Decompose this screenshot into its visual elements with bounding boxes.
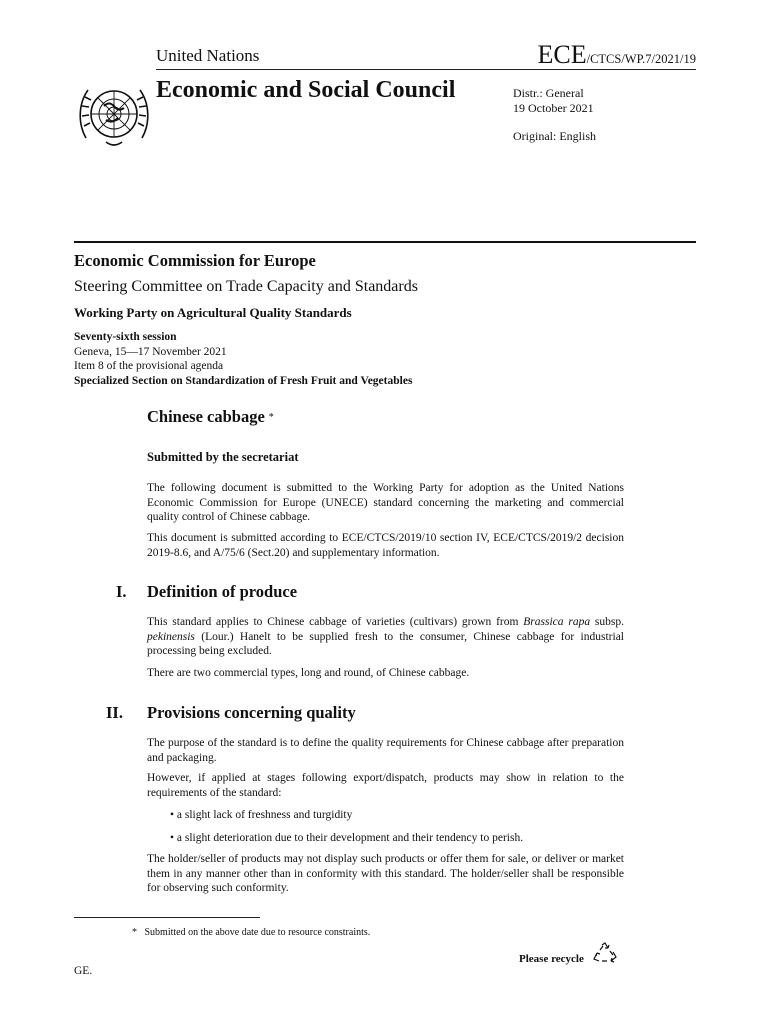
section-2-paragraph-1: The purpose of the standard is to define the quality requirements for Chinese cabbage after preparation and packaging. xyxy=(147,737,624,764)
document-date: 19 October 2021 xyxy=(513,101,594,115)
please-recycle-label: Please recycle xyxy=(519,953,584,965)
original-language: Original: English xyxy=(513,129,596,143)
symbol-rest: /CTCS/WP.7/2021/19 xyxy=(586,52,696,66)
footnote xyxy=(132,927,370,938)
s1p1-text-c: (Lour.) Hanelt to be supplied fresh to the consumer, Chinese cabbage for industrial processing being excluded. xyxy=(147,630,624,658)
agenda-item: Item 8 of the provisional agenda xyxy=(74,360,224,373)
session-name: Seventy-sixth session xyxy=(74,331,177,343)
byline: Submitted by the secretariat xyxy=(147,450,299,464)
working-party-heading: Working Party on Agricultural Quality Standards xyxy=(74,305,352,320)
committee-heading: Steering Committee on Trade Capacity and Standards xyxy=(74,278,418,295)
section-1-number: I. xyxy=(116,582,127,601)
section-2-paragraph-2: However, if applied at stages following export/dispatch, products may show in relation to the requirements of the standard: xyxy=(147,772,624,799)
section-2-bullet-1: • a slight lack of freshness and turgidity xyxy=(170,809,353,821)
section-1-title: Definition of produce xyxy=(147,582,298,601)
section-2-bullet-2: • a slight deterioration due to their development and their tendency to perish. xyxy=(170,832,524,844)
s1p1-genus: Brassica rapa xyxy=(523,616,591,628)
session-place-dates: Geneva, 15—17 November 2021 xyxy=(74,345,227,358)
distribution-block xyxy=(513,86,596,144)
section-name: Specialized Section on Standardization of Fresh Fruit and Vegetables xyxy=(74,374,413,387)
intro-paragraph-2: This document is submitted according to ECE/CTCS/2019/10 section IV, ECE/CTCS/2019/2 decision 2019-8.6, and A/75/6 (Sect.20) and supplementary information. xyxy=(147,532,624,559)
document-symbol xyxy=(537,40,696,70)
un-emblem-icon xyxy=(76,76,152,152)
section-1-paragraph-2: There are two commercial types, long and round, of Chinese cabbage. xyxy=(147,667,470,679)
document-title-text: Chinese cabbage xyxy=(147,407,265,426)
commission-heading: Economic Commission for Europe xyxy=(74,251,316,270)
session-block xyxy=(74,330,412,388)
document-title xyxy=(147,407,274,427)
symbol-main: ECE xyxy=(537,40,587,69)
recycle-icon xyxy=(593,942,617,964)
section-2-title: Provisions concerning quality xyxy=(147,703,356,722)
section-2-paragraph-3: The holder/seller of products may not display such products or offer them for sale, or deliver or market them in any manner other than in conformity with this standard. The holder/seller shall be responsible for observing such conformity. xyxy=(147,853,624,895)
footnote-separator xyxy=(74,917,260,918)
masthead-rule xyxy=(74,241,696,243)
footnote-mark: * xyxy=(132,927,137,938)
title-footnote-mark[interactable]: * xyxy=(268,412,274,423)
distribution-label: Distr.: General xyxy=(513,86,584,100)
un-organization-name: United Nations xyxy=(156,46,260,65)
ge-number: GE. xyxy=(74,965,93,977)
s1p1-text-a: This standard applies to Chinese cabbage of varieties (cultivars) grown from xyxy=(147,616,524,628)
s1p1-subspecies: pekinensis xyxy=(147,630,195,643)
footnote-text: Submitted on the above date due to resource constraints. xyxy=(144,927,371,938)
section-2-number: II. xyxy=(106,703,123,722)
section-1-paragraph-1 xyxy=(147,615,624,659)
council-title: Economic and Social Council xyxy=(156,77,456,103)
header-rule xyxy=(156,69,696,70)
s1p1-text-b: subsp. xyxy=(590,616,624,628)
intro-paragraph-1: The following document is submitted to the Working Party for adoption as the United Nations Economic Commission for Europe (UNECE) standard concerning the marketing and commercial quality control of Chinese cabbage. xyxy=(147,482,624,524)
